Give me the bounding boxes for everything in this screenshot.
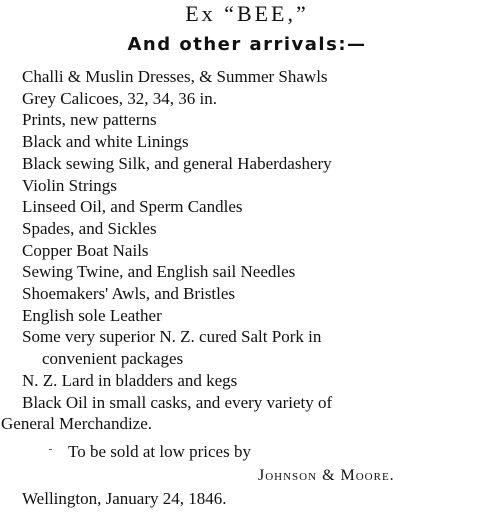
list-item: Some very superior N. Z. cured Salt Pork in [22, 327, 322, 347]
ad-title: Ex “BEE,” [185, 1, 309, 26]
dateline: Wellington, January 24, 1846. [22, 489, 227, 508]
list-item: Prints, new patterns [22, 110, 157, 130]
list-item: N. Z. Lard in bladders and kegs [22, 370, 238, 390]
list-item: Sewing Twine, and English sail Needles [22, 262, 296, 282]
list-item: Black and white Linings [22, 132, 189, 152]
list-item-continuation: convenient packages [42, 349, 184, 369]
vendor-signature: Johnson & Moore. [258, 467, 395, 484]
print-speck [49, 449, 52, 450]
list-item: Linseed Oil, and Sperm Candles [22, 197, 243, 217]
list-item: Copper Boat Nails [22, 240, 149, 260]
list-item-continuation: General Merchandize. [1, 414, 153, 434]
list-item: Black Oil in small casks, and every variety of [22, 392, 333, 412]
list-item: English sole Leather [22, 305, 162, 325]
merchandise-list [0, 66, 494, 435]
list-item: Grey Calicoes, 32, 34, 36 in. [22, 88, 217, 108]
list-item: Violin Strings [22, 175, 117, 195]
ad-subtitle: And other arrivals:— [127, 34, 367, 55]
list-item: Shoemakers' Awls, and Bristles [22, 284, 236, 304]
sale-line: To be sold at low prices by [68, 442, 251, 461]
list-item: Challi & Muslin Dresses, & Summer Shawls [22, 67, 328, 86]
list-item: Black sewing Silk, and general Haberdashery [22, 153, 332, 173]
list-item: Spades, and Sickles [22, 218, 157, 238]
